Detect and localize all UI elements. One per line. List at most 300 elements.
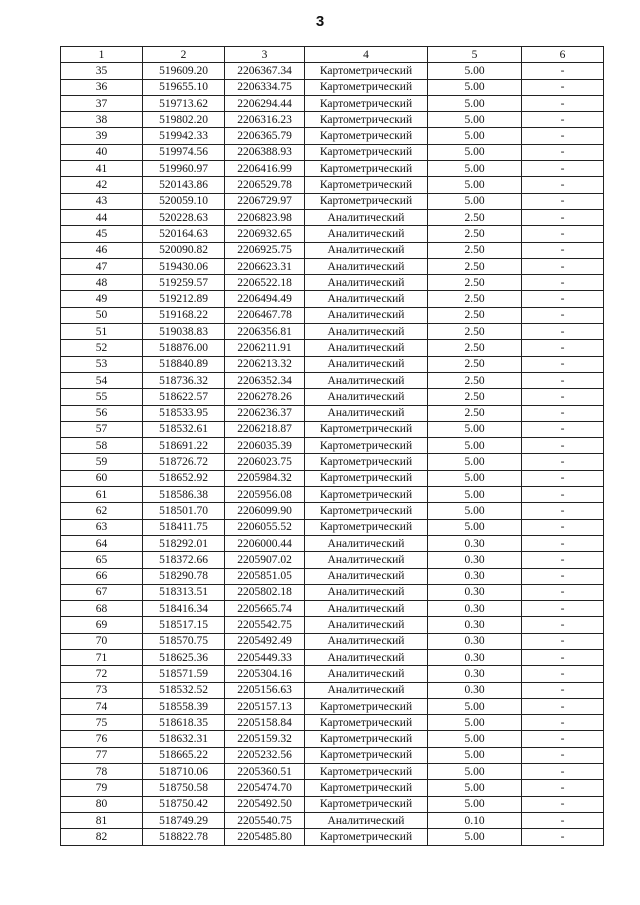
- y-coordinate-cell: 2205158.84: [225, 715, 305, 731]
- x-coordinate-cell: 518517.15: [143, 617, 225, 633]
- x-coordinate-cell: 518416.34: [143, 601, 225, 617]
- table-row: [61, 421, 604, 437]
- note-cell: -: [522, 470, 604, 486]
- accuracy-cell: 2.50: [428, 307, 522, 323]
- y-coordinate-cell: 2206316.23: [225, 112, 305, 128]
- point-number-cell: 53: [61, 356, 143, 372]
- method-cell: Картометрический: [305, 796, 428, 812]
- note-cell: -: [522, 780, 604, 796]
- method-cell: Картометрический: [305, 519, 428, 535]
- accuracy-cell: 2.50: [428, 405, 522, 421]
- y-coordinate-cell: 2205449.33: [225, 649, 305, 665]
- y-coordinate-cell: 2205956.08: [225, 487, 305, 503]
- y-coordinate-cell: 2205492.50: [225, 796, 305, 812]
- y-coordinate-cell: 2206218.87: [225, 421, 305, 437]
- point-number-cell: 52: [61, 340, 143, 356]
- point-number-cell: 41: [61, 161, 143, 177]
- point-number-cell: 44: [61, 209, 143, 225]
- y-coordinate-cell: 2206388.93: [225, 144, 305, 160]
- method-cell: Картометрический: [305, 144, 428, 160]
- table-row: [61, 633, 604, 649]
- point-number-cell: 57: [61, 421, 143, 437]
- method-cell: Картометрический: [305, 454, 428, 470]
- table-row: [61, 617, 604, 633]
- header-cell: 5: [428, 47, 522, 63]
- note-cell: -: [522, 307, 604, 323]
- accuracy-cell: 5.00: [428, 519, 522, 535]
- note-cell: -: [522, 291, 604, 307]
- note-cell: -: [522, 258, 604, 274]
- y-coordinate-cell: 2206334.75: [225, 79, 305, 95]
- x-coordinate-cell: 518372.66: [143, 552, 225, 568]
- y-coordinate-cell: 2206494.49: [225, 291, 305, 307]
- y-coordinate-cell: 2205851.05: [225, 568, 305, 584]
- note-cell: -: [522, 161, 604, 177]
- table-row: [61, 731, 604, 747]
- header-cell: 2: [143, 47, 225, 63]
- point-number-cell: 70: [61, 633, 143, 649]
- x-coordinate-cell: 519960.97: [143, 161, 225, 177]
- point-number-cell: 72: [61, 666, 143, 682]
- x-coordinate-cell: 518665.22: [143, 747, 225, 763]
- method-cell: Картометрический: [305, 177, 428, 193]
- note-cell: -: [522, 568, 604, 584]
- x-coordinate-cell: 518533.95: [143, 405, 225, 421]
- table-row: [61, 405, 604, 421]
- table-row: [61, 144, 604, 160]
- x-coordinate-cell: 519802.20: [143, 112, 225, 128]
- y-coordinate-cell: 2206356.81: [225, 324, 305, 340]
- accuracy-cell: 5.00: [428, 780, 522, 796]
- x-coordinate-cell: 518411.75: [143, 519, 225, 535]
- x-coordinate-cell: 520059.10: [143, 193, 225, 209]
- point-number-cell: 40: [61, 144, 143, 160]
- note-cell: -: [522, 487, 604, 503]
- note-cell: -: [522, 63, 604, 79]
- note-cell: -: [522, 209, 604, 225]
- accuracy-cell: 5.00: [428, 747, 522, 763]
- x-coordinate-cell: 520164.63: [143, 226, 225, 242]
- method-cell: Аналитический: [305, 633, 428, 649]
- x-coordinate-cell: 518876.00: [143, 340, 225, 356]
- method-cell: Картометрический: [305, 780, 428, 796]
- x-coordinate-cell: 519038.83: [143, 324, 225, 340]
- y-coordinate-cell: 2206294.44: [225, 95, 305, 111]
- note-cell: -: [522, 519, 604, 535]
- y-coordinate-cell: 2205474.70: [225, 780, 305, 796]
- table-row: [61, 470, 604, 486]
- y-coordinate-cell: 2206416.99: [225, 161, 305, 177]
- x-coordinate-cell: 518822.78: [143, 829, 225, 845]
- x-coordinate-cell: 518292.01: [143, 535, 225, 551]
- table-row: [61, 242, 604, 258]
- method-cell: Картометрический: [305, 764, 428, 780]
- table-row: [61, 95, 604, 111]
- accuracy-cell: 5.00: [428, 487, 522, 503]
- table-row: [61, 438, 604, 454]
- x-coordinate-cell: 519430.06: [143, 258, 225, 274]
- note-cell: -: [522, 128, 604, 144]
- note-cell: -: [522, 666, 604, 682]
- y-coordinate-cell: 2205665.74: [225, 601, 305, 617]
- point-number-cell: 60: [61, 470, 143, 486]
- point-number-cell: 35: [61, 63, 143, 79]
- x-coordinate-cell: 518618.35: [143, 715, 225, 731]
- header-cell: 4: [305, 47, 428, 63]
- note-cell: -: [522, 584, 604, 600]
- y-coordinate-cell: 2206099.90: [225, 503, 305, 519]
- accuracy-cell: 5.00: [428, 112, 522, 128]
- table-row: [61, 535, 604, 551]
- method-cell: Аналитический: [305, 209, 428, 225]
- y-coordinate-cell: 2205360.51: [225, 764, 305, 780]
- table-header-row: [61, 47, 604, 63]
- header-cell: 3: [225, 47, 305, 63]
- table-row: [61, 601, 604, 617]
- note-cell: -: [522, 552, 604, 568]
- accuracy-cell: 2.50: [428, 226, 522, 242]
- x-coordinate-cell: 519168.22: [143, 307, 225, 323]
- accuracy-cell: 5.00: [428, 764, 522, 780]
- x-coordinate-cell: 518736.32: [143, 372, 225, 388]
- x-coordinate-cell: 518840.89: [143, 356, 225, 372]
- note-cell: -: [522, 177, 604, 193]
- point-number-cell: 68: [61, 601, 143, 617]
- table-row: [61, 666, 604, 682]
- method-cell: Картометрический: [305, 487, 428, 503]
- x-coordinate-cell: 519942.33: [143, 128, 225, 144]
- method-cell: Аналитический: [305, 242, 428, 258]
- note-cell: -: [522, 535, 604, 551]
- method-cell: Аналитический: [305, 601, 428, 617]
- point-number-cell: 43: [61, 193, 143, 209]
- note-cell: -: [522, 193, 604, 209]
- method-cell: Аналитический: [305, 226, 428, 242]
- table-row: [61, 372, 604, 388]
- method-cell: Аналитический: [305, 666, 428, 682]
- x-coordinate-cell: 518632.31: [143, 731, 225, 747]
- point-number-cell: 76: [61, 731, 143, 747]
- point-number-cell: 56: [61, 405, 143, 421]
- point-number-cell: 66: [61, 568, 143, 584]
- method-cell: Аналитический: [305, 340, 428, 356]
- point-number-cell: 64: [61, 535, 143, 551]
- note-cell: -: [522, 454, 604, 470]
- x-coordinate-cell: 520143.86: [143, 177, 225, 193]
- y-coordinate-cell: 2206467.78: [225, 307, 305, 323]
- method-cell: Картометрический: [305, 829, 428, 845]
- accuracy-cell: 0.30: [428, 535, 522, 551]
- method-cell: Аналитический: [305, 307, 428, 323]
- y-coordinate-cell: 2206278.26: [225, 389, 305, 405]
- method-cell: Картометрический: [305, 161, 428, 177]
- table-row: [61, 291, 604, 307]
- point-number-cell: 81: [61, 812, 143, 828]
- table-row: [61, 356, 604, 372]
- point-number-cell: 67: [61, 584, 143, 600]
- y-coordinate-cell: 2206932.65: [225, 226, 305, 242]
- note-cell: -: [522, 747, 604, 763]
- note-cell: -: [522, 79, 604, 95]
- y-coordinate-cell: 2206352.34: [225, 372, 305, 388]
- method-cell: Картометрический: [305, 470, 428, 486]
- method-cell: Аналитический: [305, 552, 428, 568]
- note-cell: -: [522, 340, 604, 356]
- accuracy-cell: 5.00: [428, 698, 522, 714]
- method-cell: Аналитический: [305, 356, 428, 372]
- note-cell: -: [522, 438, 604, 454]
- point-number-cell: 69: [61, 617, 143, 633]
- method-cell: Аналитический: [305, 584, 428, 600]
- point-number-cell: 61: [61, 487, 143, 503]
- point-number-cell: 58: [61, 438, 143, 454]
- x-coordinate-cell: 520228.63: [143, 209, 225, 225]
- x-coordinate-cell: 518652.92: [143, 470, 225, 486]
- y-coordinate-cell: 2206823.98: [225, 209, 305, 225]
- x-coordinate-cell: 519655.10: [143, 79, 225, 95]
- x-coordinate-cell: 518532.52: [143, 682, 225, 698]
- note-cell: -: [522, 372, 604, 388]
- table-row: [61, 780, 604, 796]
- accuracy-cell: 5.00: [428, 829, 522, 845]
- point-number-cell: 39: [61, 128, 143, 144]
- page-number: 3: [315, 13, 325, 30]
- table-row: [61, 519, 604, 535]
- y-coordinate-cell: 2205232.56: [225, 747, 305, 763]
- x-coordinate-cell: 518586.38: [143, 487, 225, 503]
- table-row: [61, 193, 604, 209]
- note-cell: -: [522, 226, 604, 242]
- y-coordinate-cell: 2205492.49: [225, 633, 305, 649]
- method-cell: Картометрический: [305, 747, 428, 763]
- note-cell: -: [522, 796, 604, 812]
- method-cell: Картометрический: [305, 438, 428, 454]
- y-coordinate-cell: 2205157.13: [225, 698, 305, 714]
- x-coordinate-cell: 518750.42: [143, 796, 225, 812]
- point-number-cell: 45: [61, 226, 143, 242]
- method-cell: Аналитический: [305, 372, 428, 388]
- x-coordinate-cell: 519212.89: [143, 291, 225, 307]
- point-number-cell: 38: [61, 112, 143, 128]
- x-coordinate-cell: 519974.56: [143, 144, 225, 160]
- note-cell: -: [522, 356, 604, 372]
- point-number-cell: 82: [61, 829, 143, 845]
- method-cell: Аналитический: [305, 812, 428, 828]
- point-number-cell: 71: [61, 649, 143, 665]
- table-row: [61, 829, 604, 845]
- note-cell: -: [522, 633, 604, 649]
- note-cell: -: [522, 144, 604, 160]
- y-coordinate-cell: 2205159.32: [225, 731, 305, 747]
- table-row: [61, 568, 604, 584]
- y-coordinate-cell: 2205156.63: [225, 682, 305, 698]
- x-coordinate-cell: 518571.59: [143, 666, 225, 682]
- accuracy-cell: 0.30: [428, 649, 522, 665]
- x-coordinate-cell: 518558.39: [143, 698, 225, 714]
- x-coordinate-cell: 518290.78: [143, 568, 225, 584]
- accuracy-cell: 0.30: [428, 666, 522, 682]
- table-row: [61, 487, 604, 503]
- point-number-cell: 51: [61, 324, 143, 340]
- y-coordinate-cell: 2206623.31: [225, 258, 305, 274]
- accuracy-cell: 0.30: [428, 552, 522, 568]
- x-coordinate-cell: 518570.75: [143, 633, 225, 649]
- accuracy-cell: 5.00: [428, 161, 522, 177]
- point-number-cell: 36: [61, 79, 143, 95]
- note-cell: -: [522, 112, 604, 128]
- table-row: [61, 796, 604, 812]
- accuracy-cell: 5.00: [428, 731, 522, 747]
- x-coordinate-cell: 518726.72: [143, 454, 225, 470]
- method-cell: Картометрический: [305, 112, 428, 128]
- table-row: [61, 747, 604, 763]
- accuracy-cell: 2.50: [428, 389, 522, 405]
- x-coordinate-cell: 518622.57: [143, 389, 225, 405]
- point-number-cell: 47: [61, 258, 143, 274]
- y-coordinate-cell: 2205802.18: [225, 584, 305, 600]
- note-cell: -: [522, 715, 604, 731]
- x-coordinate-cell: 518313.51: [143, 584, 225, 600]
- table-row: [61, 503, 604, 519]
- accuracy-cell: 5.00: [428, 177, 522, 193]
- table-row: [61, 209, 604, 225]
- accuracy-cell: 2.50: [428, 324, 522, 340]
- table-row: [61, 177, 604, 193]
- table-row: [61, 682, 604, 698]
- method-cell: Аналитический: [305, 291, 428, 307]
- accuracy-cell: 2.50: [428, 242, 522, 258]
- method-cell: Аналитический: [305, 405, 428, 421]
- method-cell: Аналитический: [305, 617, 428, 633]
- point-number-cell: 42: [61, 177, 143, 193]
- accuracy-cell: 5.00: [428, 796, 522, 812]
- accuracy-cell: 2.50: [428, 209, 522, 225]
- method-cell: Картометрический: [305, 128, 428, 144]
- x-coordinate-cell: 518625.36: [143, 649, 225, 665]
- table-row: [61, 812, 604, 828]
- method-cell: Аналитический: [305, 682, 428, 698]
- table-row: [61, 552, 604, 568]
- x-coordinate-cell: 519259.57: [143, 275, 225, 291]
- note-cell: -: [522, 617, 604, 633]
- method-cell: Картометрический: [305, 698, 428, 714]
- table-row: [61, 275, 604, 291]
- method-cell: Аналитический: [305, 649, 428, 665]
- accuracy-cell: 5.00: [428, 79, 522, 95]
- method-cell: Аналитический: [305, 568, 428, 584]
- accuracy-cell: 5.00: [428, 454, 522, 470]
- note-cell: -: [522, 242, 604, 258]
- note-cell: -: [522, 95, 604, 111]
- point-number-cell: 75: [61, 715, 143, 731]
- point-number-cell: 77: [61, 747, 143, 763]
- note-cell: -: [522, 405, 604, 421]
- table-row: [61, 112, 604, 128]
- table-row: [61, 715, 604, 731]
- y-coordinate-cell: 2206211.91: [225, 340, 305, 356]
- table-row: [61, 307, 604, 323]
- header-cell: 6: [522, 47, 604, 63]
- y-coordinate-cell: 2206035.39: [225, 438, 305, 454]
- point-number-cell: 65: [61, 552, 143, 568]
- table-row: [61, 79, 604, 95]
- method-cell: Аналитический: [305, 535, 428, 551]
- y-coordinate-cell: 2205542.75: [225, 617, 305, 633]
- table-row: [61, 340, 604, 356]
- accuracy-cell: 0.10: [428, 812, 522, 828]
- point-number-cell: 63: [61, 519, 143, 535]
- note-cell: -: [522, 503, 604, 519]
- note-cell: -: [522, 682, 604, 698]
- accuracy-cell: 5.00: [428, 421, 522, 437]
- header-cell: 1: [61, 47, 143, 63]
- note-cell: -: [522, 698, 604, 714]
- accuracy-cell: 5.00: [428, 128, 522, 144]
- accuracy-cell: 5.00: [428, 95, 522, 111]
- method-cell: Картометрический: [305, 715, 428, 731]
- accuracy-cell: 2.50: [428, 291, 522, 307]
- y-coordinate-cell: 2205304.16: [225, 666, 305, 682]
- note-cell: -: [522, 812, 604, 828]
- table-row: [61, 324, 604, 340]
- y-coordinate-cell: 2205984.32: [225, 470, 305, 486]
- accuracy-cell: 5.00: [428, 503, 522, 519]
- note-cell: -: [522, 601, 604, 617]
- accuracy-cell: 5.00: [428, 144, 522, 160]
- point-number-cell: 79: [61, 780, 143, 796]
- x-coordinate-cell: 520090.82: [143, 242, 225, 258]
- note-cell: -: [522, 389, 604, 405]
- x-coordinate-cell: 518532.61: [143, 421, 225, 437]
- y-coordinate-cell: 2206000.44: [225, 535, 305, 551]
- table-row: [61, 128, 604, 144]
- accuracy-cell: 2.50: [428, 258, 522, 274]
- table-row: [61, 161, 604, 177]
- method-cell: Картометрический: [305, 95, 428, 111]
- y-coordinate-cell: 2205907.02: [225, 552, 305, 568]
- accuracy-cell: 0.30: [428, 682, 522, 698]
- x-coordinate-cell: 518749.29: [143, 812, 225, 828]
- y-coordinate-cell: 2206529.78: [225, 177, 305, 193]
- method-cell: Картометрический: [305, 63, 428, 79]
- method-cell: Картометрический: [305, 503, 428, 519]
- accuracy-cell: 0.30: [428, 601, 522, 617]
- note-cell: -: [522, 324, 604, 340]
- method-cell: Аналитический: [305, 275, 428, 291]
- method-cell: Аналитический: [305, 389, 428, 405]
- coordinates-table: [60, 46, 604, 846]
- method-cell: Картометрический: [305, 79, 428, 95]
- table-row: [61, 454, 604, 470]
- method-cell: Картометрический: [305, 193, 428, 209]
- note-cell: -: [522, 421, 604, 437]
- table-row: [61, 389, 604, 405]
- accuracy-cell: 5.00: [428, 470, 522, 486]
- table-row: [61, 698, 604, 714]
- table-body: [61, 47, 604, 846]
- point-number-cell: 37: [61, 95, 143, 111]
- table-row: [61, 584, 604, 600]
- y-coordinate-cell: 2206365.79: [225, 128, 305, 144]
- y-coordinate-cell: 2206236.37: [225, 405, 305, 421]
- x-coordinate-cell: 519609.20: [143, 63, 225, 79]
- accuracy-cell: 0.30: [428, 584, 522, 600]
- note-cell: -: [522, 649, 604, 665]
- point-number-cell: 46: [61, 242, 143, 258]
- y-coordinate-cell: 2206729.97: [225, 193, 305, 209]
- method-cell: Картометрический: [305, 731, 428, 747]
- table-row: [61, 258, 604, 274]
